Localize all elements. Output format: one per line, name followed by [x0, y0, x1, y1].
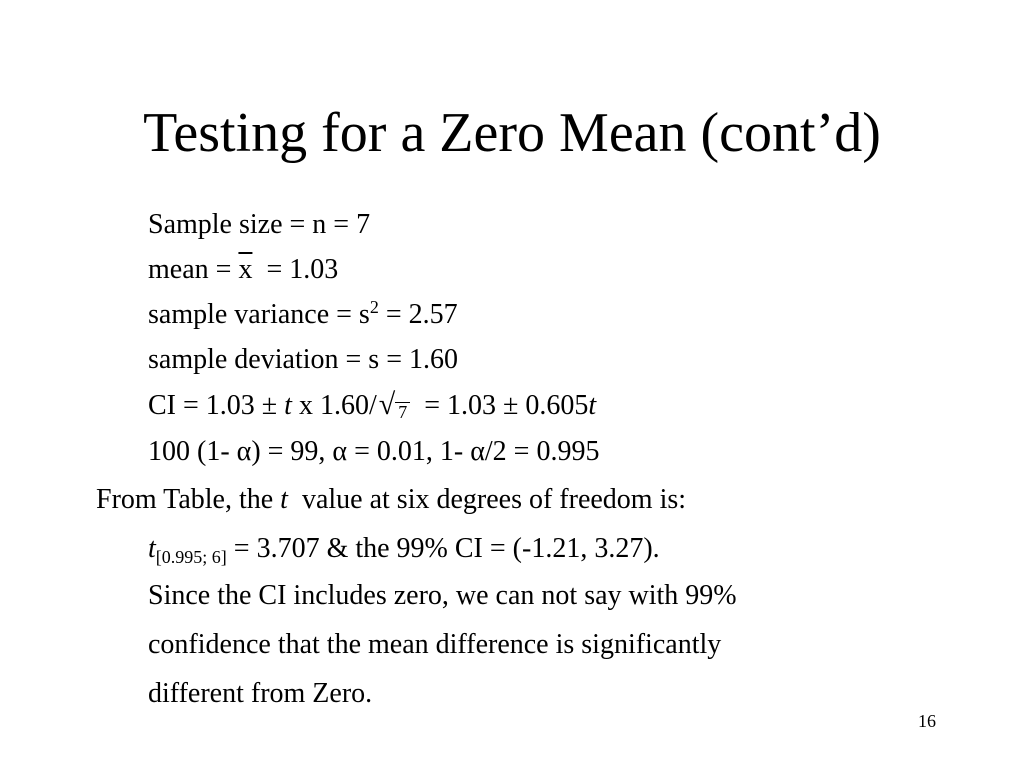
variance-prefix: sample variance = s [148, 299, 370, 330]
conclusion-line-2: confidence that the mean difference is significantly [148, 629, 722, 660]
conclusion-line-1: Since the CI includes zero, we can not say with 99% [148, 580, 737, 611]
sqrt-radicand: 7 [395, 402, 410, 421]
ci-t-symbol: t [284, 390, 292, 421]
sample-size-line: Sample size = n = 7 [148, 209, 371, 240]
alpha-line: 100 (1- α) = 99, α = 0.01, 1- α/2 = 0.995 [148, 436, 600, 467]
ci-part3: = 1.03 ± 0.605 [410, 390, 589, 421]
from-table-line [96, 482, 686, 518]
variance-line [148, 297, 458, 333]
mean-symbol-xbar: $\overline{x}$ [238, 254, 253, 285]
t-value-symbol: t [148, 533, 156, 564]
t-value-rest: = 3.707 & the 99% CI = (-1.21, 3.27). [226, 533, 660, 564]
variance-value: = 2.57 [378, 299, 458, 330]
sqrt-symbol: √ [378, 388, 396, 421]
page-number: 16 [918, 711, 936, 731]
mean-prefix: mean = [148, 254, 239, 285]
mean-value: = 1.03 [252, 254, 339, 285]
t-value-subscript: [0.995; 6] [155, 547, 227, 567]
t-value-line [148, 531, 660, 567]
deviation-line: sample deviation = s = 1.60 [148, 344, 458, 375]
variance-exponent: 2 [369, 297, 379, 317]
slide-title: Testing for a Zero Mean (cont’d) [143, 102, 881, 164]
ci-t-symbol-2: t [588, 390, 597, 421]
conclusion-line-3: different from Zero. [148, 678, 373, 709]
ci-part1: CI = 1.03 ± [148, 390, 285, 421]
ci-line [148, 387, 596, 424]
from-table-t-symbol: t [280, 484, 288, 515]
ci-part2: x 1.60/ [291, 390, 377, 421]
from-table-part1: From Table, the [96, 484, 281, 515]
mean-line [148, 252, 338, 288]
from-table-part2: value at six degrees of freedom is: [287, 484, 687, 515]
